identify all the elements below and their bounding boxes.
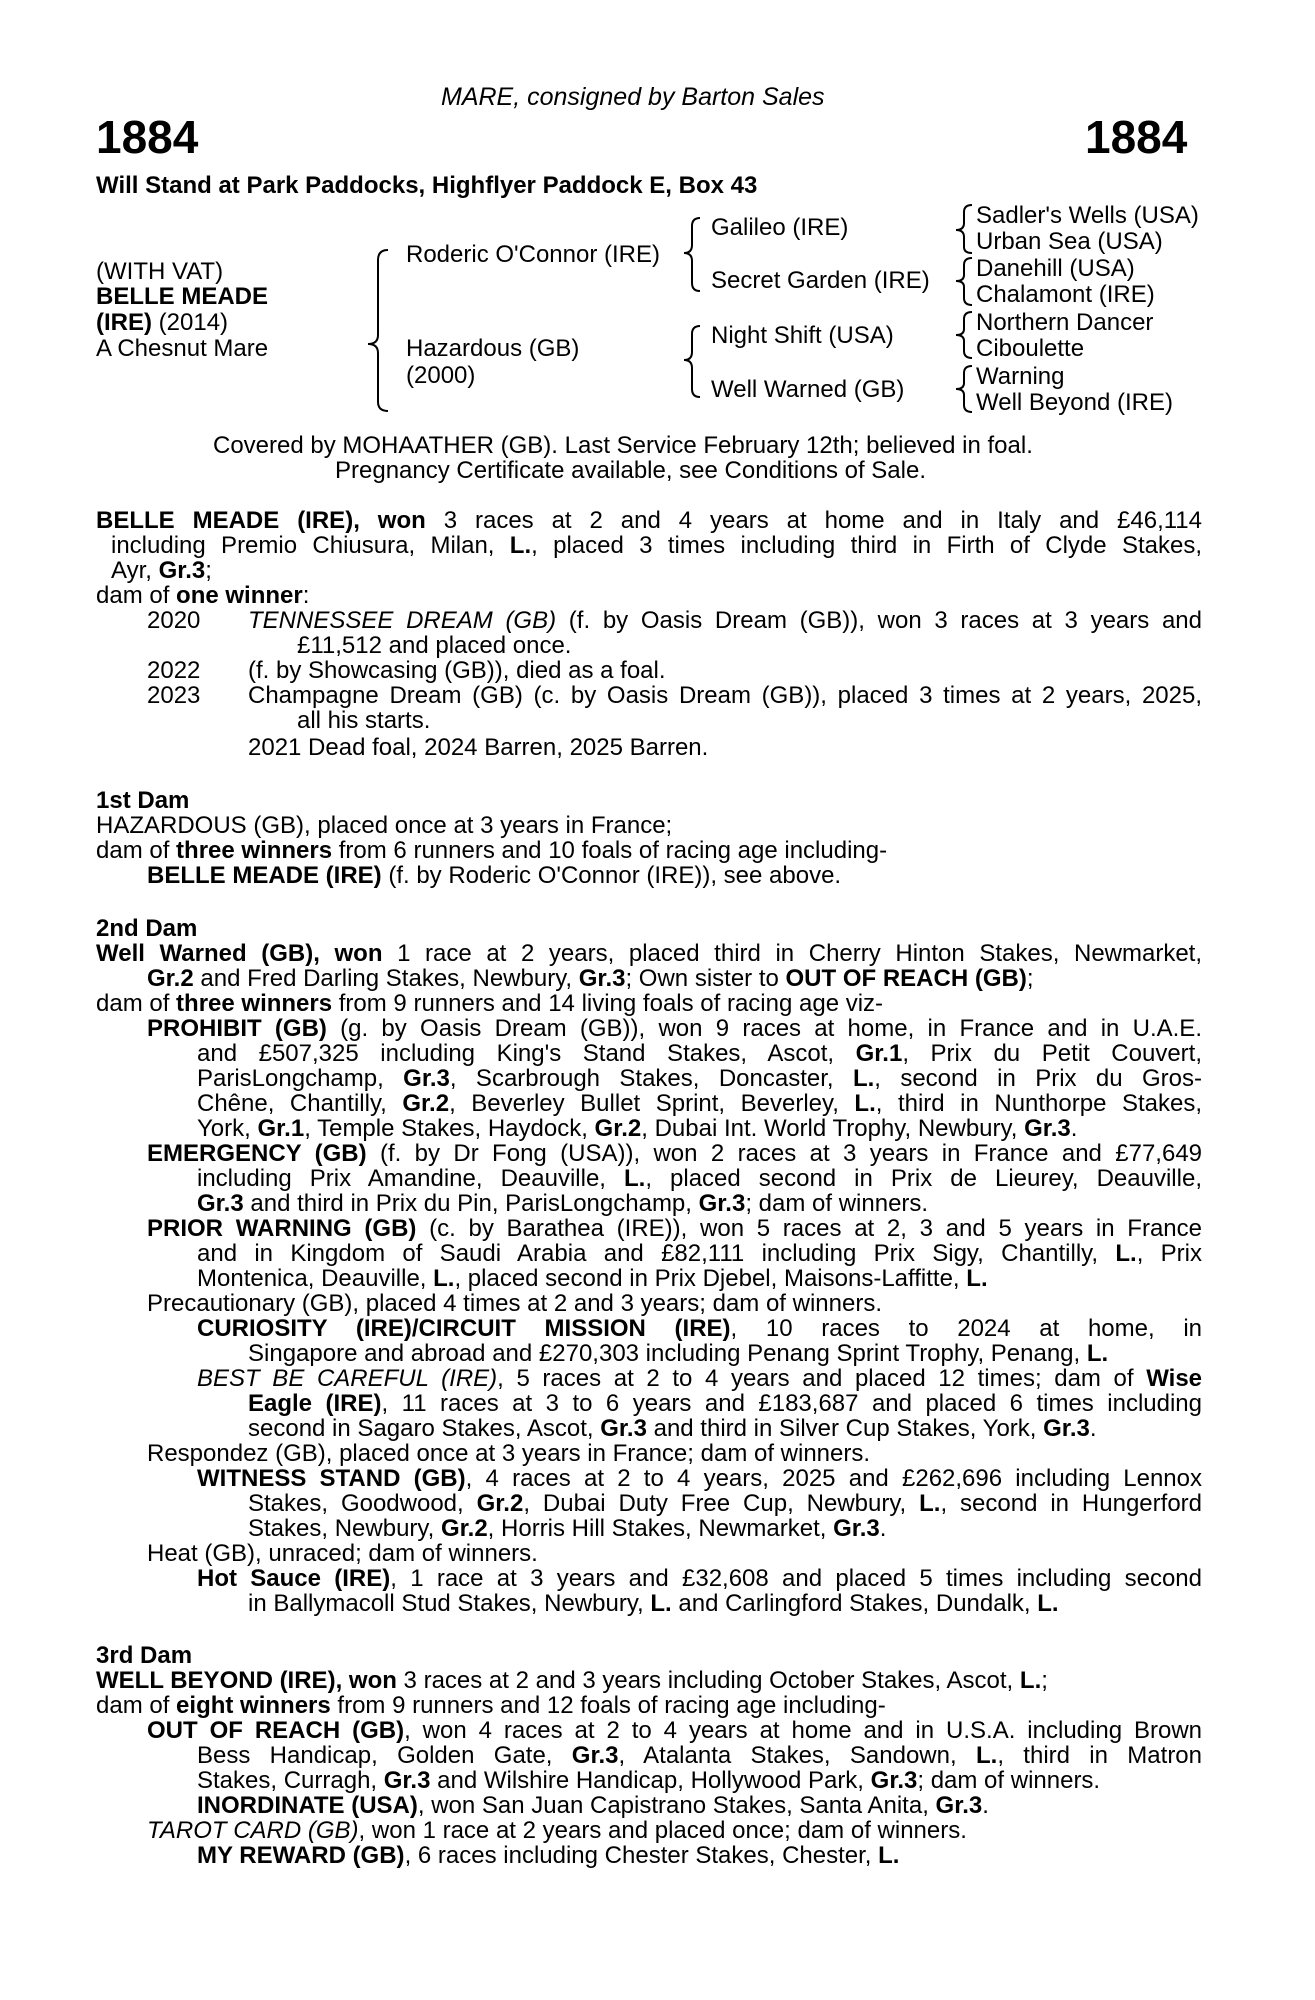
my-reward-line: MY REWARD (GB), 6 races including Chester Stakes, Chester, L.: [197, 1842, 900, 1869]
respondez-line: Respondez (GB), placed once at 3 years in France; dam of winners.: [147, 1440, 871, 1467]
g3-5: Northern Dancer: [976, 309, 1154, 336]
section-heading-2nd-dam: 2nd Dam: [96, 915, 198, 942]
witness-stand-line-2: Stakes, Goodwood, Gr.2, Dubai Duty Free Cup, Newbury, L., second in Hungerford: [248, 1490, 1203, 1517]
progeny-continuation: all his starts.: [297, 707, 431, 734]
section-heading-1st-dam: 1st Dam: [96, 787, 190, 814]
dam1-line-2: dam of three winners from 6 runners and 10 foals of racing age including-: [96, 837, 888, 864]
hot-sauce-line-2: in Ballymacoll Stud Stakes, Newbury, L. and Carlingford Stakes, Dundalk, L.: [248, 1590, 1059, 1617]
section-heading-3rd-dam: 3rd Dam: [96, 1642, 193, 1669]
progeny-entry: TENNESSEE DREAM (GB) (f. by Oasis Dream (GB)), won 3 races at 3 years and: [248, 607, 1202, 634]
hot-sauce-line-1: Hot Sauce (IRE), 1 race at 3 years and £32,608 and placed 5 times including second: [197, 1565, 1202, 1592]
record-line-1: BELLE MEADE (IRE), won 3 races at 2 and 4 years at home and in Italy and £46,114: [96, 507, 1203, 534]
sire: Roderic O'Connor (IRE): [406, 241, 660, 268]
prohibit-line-2: and £507,325 including King's Stand Stakes, Ascot, Gr.1, Prix du Petit Couvert,: [197, 1040, 1203, 1067]
dam2-line-3: dam of three winners from 9 runners and 14 living foals of racing age viz-: [96, 990, 884, 1017]
emergency-line-3: Gr.3 and third in Prix du Pin, ParisLongchamp, Gr.3; dam of winners.: [197, 1190, 929, 1217]
horse-name: BELLE MEADE: [96, 283, 269, 310]
prohibit-line-5: York, Gr.1, Temple Stakes, Haydock, Gr.2, Dubai Int. World Trophy, Newbury, Gr.3.: [197, 1115, 1078, 1142]
best-be-careful-line-1: BEST BE CAREFUL (IRE), 5 races at 2 to 4 years and placed 12 times; dam of Wise: [197, 1365, 1203, 1392]
prohibit-line-1: PROHIBIT (GB) (g. by Oasis Dream (GB)), won 9 races at home, in France and in U.A.E.: [147, 1015, 1202, 1042]
progeny-continuation: £11,512 and placed once.: [297, 632, 572, 659]
g3-7: Warning: [976, 363, 1065, 390]
sire-sire: Galileo (IRE): [711, 214, 849, 241]
tarot-card-line: TAROT CARD (GB), won 1 race at 2 years and placed once; dam of winners.: [147, 1817, 967, 1844]
out-of-reach-line-2: Bess Handicap, Golden Gate, Gr.3, Atalanta Stakes, Sandown, L., third in Matron: [197, 1742, 1203, 1769]
progeny-year: 2022: [147, 657, 201, 684]
covered-line-1: Covered by MOHAATHER (GB). Last Service February 12th; believed in foal.: [213, 432, 1033, 459]
dam-sire: Night Shift (USA): [711, 322, 894, 349]
g3-3: Danehill (USA): [976, 255, 1135, 282]
best-be-careful-line-2: Eagle (IRE), 11 races at 3 to 6 years and £183,687 and placed 6 times including: [248, 1390, 1202, 1417]
dam-dam: Well Warned (GB): [711, 376, 905, 403]
dam1-line-1: HAZARDOUS (GB), placed once at 3 years in France;: [96, 812, 673, 839]
curiosity-line-2: Singapore and abroad and £270,303 including Penang Sprint Trophy, Penang, L.: [248, 1340, 1109, 1367]
progeny-year: 2023: [147, 682, 201, 709]
g3-1: Sadler's Wells (USA): [976, 202, 1199, 229]
heat-line: Heat (GB), unraced; dam of winners.: [147, 1540, 538, 1567]
dam-of-line: dam of one winner:: [96, 582, 310, 609]
g3-4: Chalamont (IRE): [976, 281, 1155, 308]
dam3-line-1: WELL BEYOND (IRE), won 3 races at 2 and 3 years including October Stakes, Ascot, L.;: [96, 1667, 1048, 1694]
page-subtitle: MARE, consigned by Barton Sales: [441, 83, 825, 111]
location-line: Will Stand at Park Paddocks, Highflyer Paddock E, Box 43: [96, 172, 758, 199]
progeny-year: 2020: [147, 607, 201, 634]
g3-6: Ciboulette: [976, 335, 1085, 362]
dam3-line-2: dam of eight winners from 9 runners and 12 foals of racing age including-: [96, 1692, 886, 1719]
dam: Hazardous (GB): [406, 335, 580, 362]
witness-stand-line-1: WITNESS STAND (GB), 4 races at 2 to 4 years, 2025 and £262,696 including Lennox: [197, 1465, 1202, 1492]
progeny-entry: Champagne Dream (GB) (c. by Oasis Dream (GB)), placed 3 times at 2 years, 2025,: [248, 682, 1202, 709]
dam2-line-2: Gr.2 and Fred Darling Stakes, Newbury, Gr.3; Own sister to OUT OF REACH (GB);: [147, 965, 1034, 992]
horse-description: A Chesnut Mare: [96, 335, 269, 362]
witness-stand-line-3: Stakes, Newbury, Gr.2, Horris Hill Stakes, Newmarket, Gr.3.: [248, 1515, 887, 1542]
precautionary-line: Precautionary (GB), placed 4 times at 2 and 3 years; dam of winners.: [147, 1290, 883, 1317]
best-be-careful-line-3: second in Sagaro Stakes, Ascot, Gr.3 and third in Silver Cup Stakes, York, Gr.3.: [248, 1415, 1097, 1442]
sire-dam: Secret Garden (IRE): [711, 267, 930, 294]
progeny-entry: (f. by Showcasing (GB)), died as a foal.: [248, 657, 666, 684]
prohibit-line-3: ParisLongchamp, Gr.3, Scarbrough Stakes, Doncaster, L., second in Prix du Gros-: [197, 1065, 1202, 1092]
horse-origin-year: (IRE) (2014): [96, 309, 229, 336]
emergency-line-1: EMERGENCY (GB) (f. by Dr Fong (USA)), won 2 races at 3 years in France and £77,649: [147, 1140, 1203, 1167]
emergency-line-2: including Prix Amandine, Deauville, L., placed second in Prix de Lieurey, Deauville,: [197, 1165, 1202, 1192]
g3-2: Urban Sea (USA): [976, 228, 1163, 255]
dam1-line-3: BELLE MEADE (IRE) (f. by Roderic O'Connor (IRE)), see above.: [147, 862, 842, 889]
curiosity-line-1: CURIOSITY (IRE)/CIRCUIT MISSION (IRE), 10 races to 2024 at home, in: [197, 1315, 1203, 1342]
lot-number-left: 1884: [96, 111, 199, 163]
covered-line-2: Pregnancy Certificate available, see Conditions of Sale.: [335, 457, 926, 484]
other-foals: 2021 Dead foal, 2024 Barren, 2025 Barren.: [248, 734, 709, 761]
record-line-3: Ayr, Gr.3;: [111, 557, 212, 584]
prior-warning-line-3: Montenica, Deauville, L., placed second in Prix Djebel, Maisons-Laffitte, L.: [197, 1265, 988, 1292]
vat-note: (WITH VAT): [96, 258, 224, 285]
prior-warning-line-1: PRIOR WARNING (GB) (c. by Barathea (IRE)), won 5 races at 2, 3 and 5 years in France: [147, 1215, 1202, 1242]
prohibit-line-4: Chêne, Chantilly, Gr.2, Beverley Bullet Sprint, Beverley, L., third in Nunthorpe Stakes,: [197, 1090, 1203, 1117]
out-of-reach-line-1: OUT OF REACH (GB), won 4 races at 2 to 4 years at home and in U.S.A. including Brown: [147, 1717, 1202, 1744]
dam2-line-1: Well Warned (GB), won 1 race at 2 years, placed third in Cherry Hinton Stakes, Newmarket,: [96, 940, 1203, 967]
lot-number-right: 1884: [1085, 111, 1188, 163]
out-of-reach-line-3: Stakes, Curragh, Gr.3 and Wilshire Handicap, Hollywood Park, Gr.3; dam of winners.: [197, 1767, 1101, 1794]
g3-8: Well Beyond (IRE): [976, 389, 1173, 416]
prior-warning-line-2: and in Kingdom of Saudi Arabia and £82,111 including Prix Sigy, Chantilly, L., Prix: [197, 1240, 1202, 1267]
inordinate-line: INORDINATE (USA), won San Juan Capistrano Stakes, Santa Anita, Gr.3.: [197, 1792, 989, 1819]
dam-year: (2000): [406, 362, 476, 389]
record-line-2: including Premio Chiusura, Milan, L., placed 3 times including third in Firth of Clyde Stakes,: [111, 532, 1202, 559]
